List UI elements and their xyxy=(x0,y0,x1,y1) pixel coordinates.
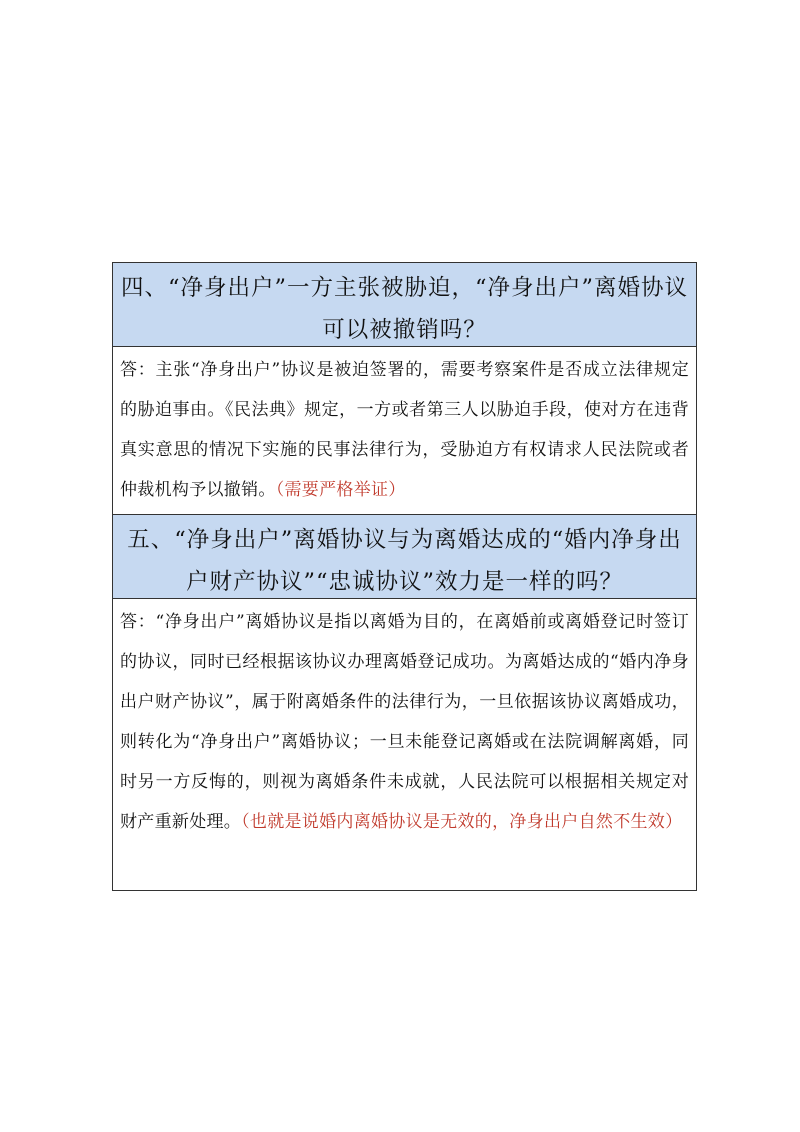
question-heading-4 xyxy=(113,263,696,347)
question-5-text: 五、“净身出户”离婚协议与为离婚达成的“婚内净身出户财产协议”“忠诚协议”效力是一样的吗？ xyxy=(127,527,682,595)
answer-block-5 xyxy=(113,599,696,890)
qa-table xyxy=(112,262,697,891)
answer-block-4 xyxy=(113,347,696,515)
answer-5-note: （也就是说婚内离婚协议是无效的，净身出户自然不生效） xyxy=(241,812,683,832)
answer-4-note: （需要严格举证） xyxy=(275,480,406,500)
answer-4-text: 答：主张“净身出户”协议是被迫签署的，需要考察案件是否成立法律规定的胁迫事由。《民法典》规定，一方或者第三人以胁迫手段，使对方在违背真实意思的情况下实施的民事法律行为，受胁迫方有权请求人民法院或者仲裁机构予以撤销。 xyxy=(120,360,689,500)
answer-5-text: 答：“净身出户”离婚协议是指以离婚为目的，在离婚前或离婚登记时签订的协议，同时已经根据该协议办理离婚登记成功。为离婚达成的“婚内净身出户财产协议”，属于附离婚条件的法律行为，一旦依据该协议离婚成功，则转化为“净身出户”离婚协议；一旦未能登记离婚或在法院调解离婚，同时另一方反悔的，则视为离婚条件未成就，人民法院可以根据相关规定对财产重新处理。 xyxy=(120,612,689,832)
question-4-text: 四、“净身出户”一方主张被胁迫，“净身出户”离婚协议可以被撤销吗？ xyxy=(121,275,689,343)
question-heading-5 xyxy=(113,515,696,599)
